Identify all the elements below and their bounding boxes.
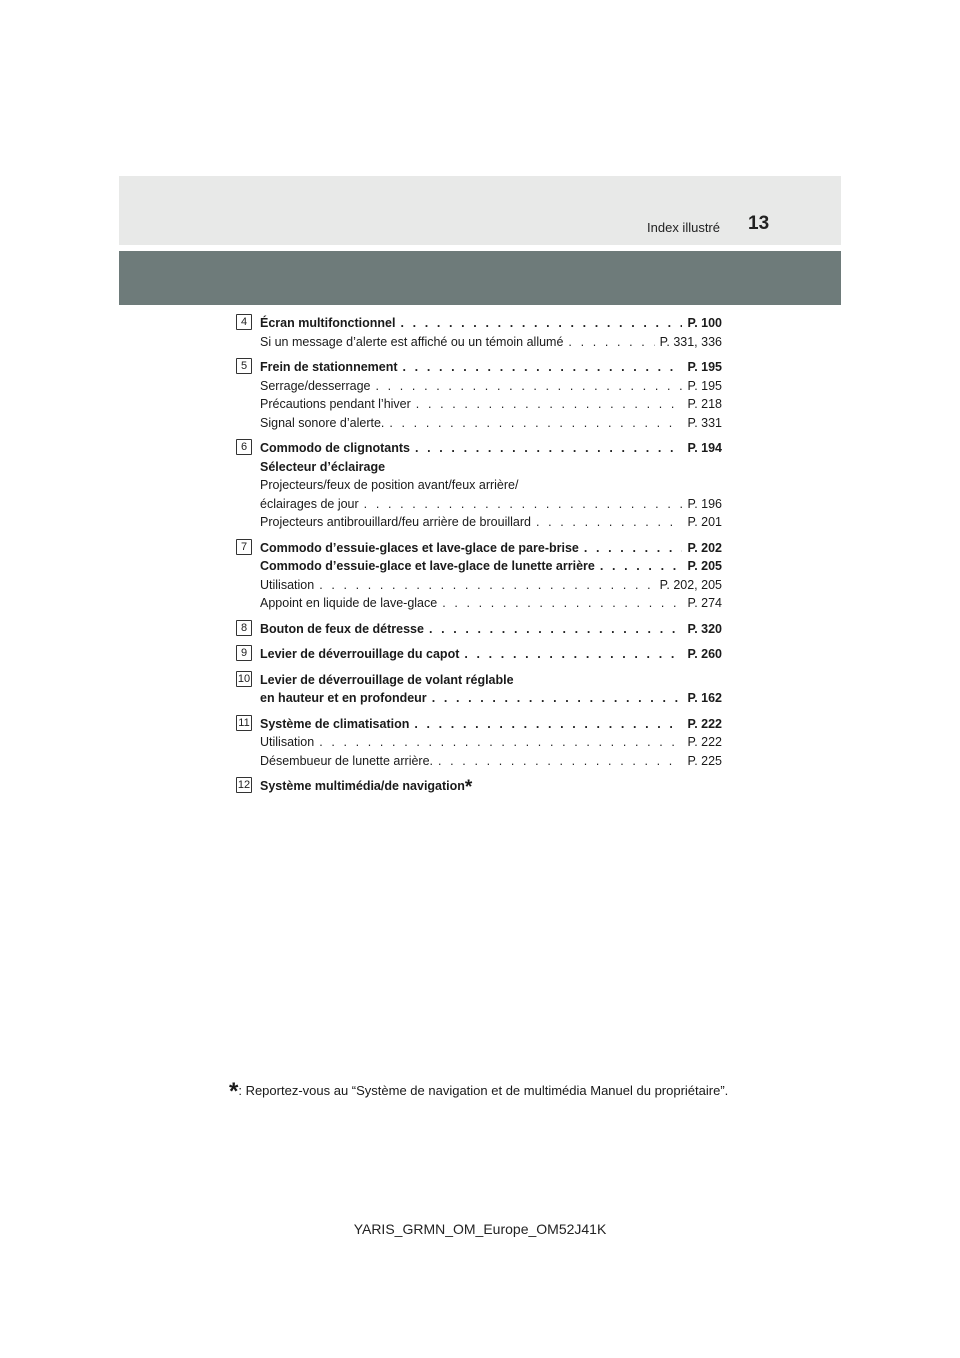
index-entry [236, 439, 722, 532]
entry-text: Signal sonore d’alerte. [260, 415, 385, 430]
page-reference-link[interactable]: P. 202 [687, 540, 722, 555]
page-reference-link[interactable]: P. 195 [687, 360, 722, 374]
page-reference-link[interactable]: P. 195 [687, 378, 722, 393]
entry-number-badge: 12 [237, 779, 251, 791]
entry-text: Commodo d’essuie-glace et lave-glace de lunette arrière [260, 559, 595, 573]
index-entry [236, 314, 722, 351]
dot-leader [375, 377, 682, 396]
entry-subitem [260, 513, 722, 532]
entry-heading [260, 645, 722, 664]
index-entry [236, 777, 722, 796]
entry-text: Commodo d’essuie-glaces et lave-glace de pare-brise [260, 540, 579, 555]
page-reference-link[interactable]: P. 320 [687, 621, 722, 636]
entry-heading [260, 620, 722, 639]
entry-text: Écran multifonctionnel [260, 316, 396, 330]
page-reference-link[interactable]: P. 331, 336 [659, 334, 722, 349]
dot-leader [414, 715, 682, 734]
entry-subitem [260, 476, 722, 495]
dot-leader [403, 358, 683, 377]
header-band [119, 251, 841, 305]
dot-leader [416, 395, 683, 414]
entry-text: Appoint en liquide de lave-glace [260, 596, 438, 610]
page-reference-link[interactable]: P. 331 [687, 415, 722, 430]
page-reference-link[interactable]: P. 205 [687, 559, 722, 573]
index-entry [236, 671, 722, 708]
page-reference-link[interactable]: P. 222 [687, 716, 722, 731]
index-entry [236, 539, 722, 613]
page-number: 13 [748, 213, 770, 234]
entry-heading [260, 358, 722, 377]
dot-leader [429, 620, 683, 639]
footnote [229, 1078, 728, 1106]
entry-subitem [260, 395, 722, 414]
entry-number-badge: 5 [236, 358, 252, 374]
dot-leader [568, 333, 654, 352]
entry-text: Utilisation [260, 735, 315, 749]
entry-text: éclairages de jour [260, 496, 359, 511]
entry-subitem [260, 752, 722, 771]
dot-leader [319, 733, 682, 752]
entry-text: Système de climatisation [260, 716, 410, 731]
index-entry [236, 620, 722, 639]
index-entry [236, 645, 722, 664]
entry-text: Projecteurs antibrouillard/feu arrière de brouillard [260, 515, 531, 529]
page-header [119, 176, 841, 245]
dot-leader [584, 539, 683, 558]
page-reference-link[interactable]: P. 100 [687, 316, 722, 330]
entry-heading [260, 539, 722, 558]
entry-text: Sélecteur d’éclairage [260, 459, 386, 474]
page-reference-link[interactable]: P. 260 [687, 647, 722, 661]
entry-heading [260, 439, 722, 458]
dot-leader [464, 645, 682, 664]
page-reference-link[interactable]: P. 225 [687, 753, 722, 768]
index-entry [236, 358, 722, 432]
footnote-asterisk: * [229, 1078, 239, 1105]
page-reference-link[interactable]: P. 274 [687, 596, 722, 610]
entry-text: Précautions pendant l’hiver [260, 397, 411, 411]
document-code: YARIS_GRMN_OM_Europe_OM52J41K [353, 1221, 607, 1237]
entry-number-badge: 6 [236, 439, 252, 455]
page-reference-link[interactable]: P. 222 [687, 735, 722, 749]
page-reference-link[interactable]: P. 194 [687, 441, 722, 455]
entry-subitem [260, 594, 722, 613]
page-reference-link[interactable]: P. 196 [687, 496, 722, 511]
entry-heading [260, 715, 722, 734]
index-entry [236, 715, 722, 771]
dot-leader [319, 576, 654, 595]
entry-text: Désembueur de lunette arrière. [260, 753, 434, 768]
page-reference-link[interactable]: P. 218 [687, 397, 722, 411]
page-reference-link[interactable]: P. 162 [687, 691, 722, 705]
entry-number-badge: 10 [237, 672, 251, 685]
entry-subitem [260, 576, 722, 595]
dot-leader [400, 314, 682, 333]
entry-text: Si un message d’alerte est affiché ou un témoin allumé [260, 334, 564, 349]
section-title: Index illustré [647, 220, 720, 235]
entry-subitem [260, 377, 722, 396]
index-list [236, 314, 722, 803]
dot-leader [432, 689, 683, 708]
dot-leader [442, 594, 682, 613]
dot-leader [438, 752, 682, 771]
entry-number-badge: 9 [236, 645, 252, 661]
entry-subitem [260, 414, 722, 433]
entry-number-badge: 4 [236, 314, 252, 330]
entry-heading [260, 689, 722, 708]
dot-leader [389, 414, 682, 433]
dot-leader [536, 513, 682, 532]
page-reference-link[interactable]: P. 201 [687, 515, 722, 529]
entry-number-badge: 11 [236, 715, 252, 731]
entry-heading: Système multimédia/de navigation * [260, 777, 473, 798]
entry-text: Projecteurs/feux de position avant/feux arrière/ [260, 478, 519, 492]
entry-heading [260, 458, 722, 477]
entry-text: Levier de déverrouillage du capot [260, 647, 460, 661]
entry-number-badge: 7 [236, 539, 252, 555]
entry-text: Utilisation [260, 577, 315, 592]
entry-text: Bouton de feux de détresse [260, 621, 424, 636]
entry-text: Frein de stationnement [260, 360, 398, 374]
entry-number-badge: 8 [236, 620, 252, 636]
dot-leader [415, 439, 682, 458]
dot-leader [600, 557, 683, 576]
entry-subitem [260, 733, 722, 752]
entry-text: Serrage/desserrage [260, 378, 371, 393]
entry-text: Levier de déverrouillage de volant réglable [260, 672, 514, 687]
entry-text: en hauteur et en profondeur [260, 691, 427, 705]
entry-text: Système multimédia/de navigation [260, 779, 465, 793]
entry-subitem [260, 333, 722, 352]
entry-heading [260, 671, 722, 690]
page-reference-link[interactable]: P. 202, 205 [659, 577, 722, 592]
dot-leader [364, 495, 683, 514]
entry-heading [260, 314, 722, 333]
entry-subitem [260, 495, 722, 514]
footnote-text: : Reportez-vous au “Système de navigation et de multimédia Manuel du propriétaire”. [238, 1083, 729, 1098]
entry-heading [260, 557, 722, 576]
entry-text: Commodo de clignotants [260, 441, 410, 455]
